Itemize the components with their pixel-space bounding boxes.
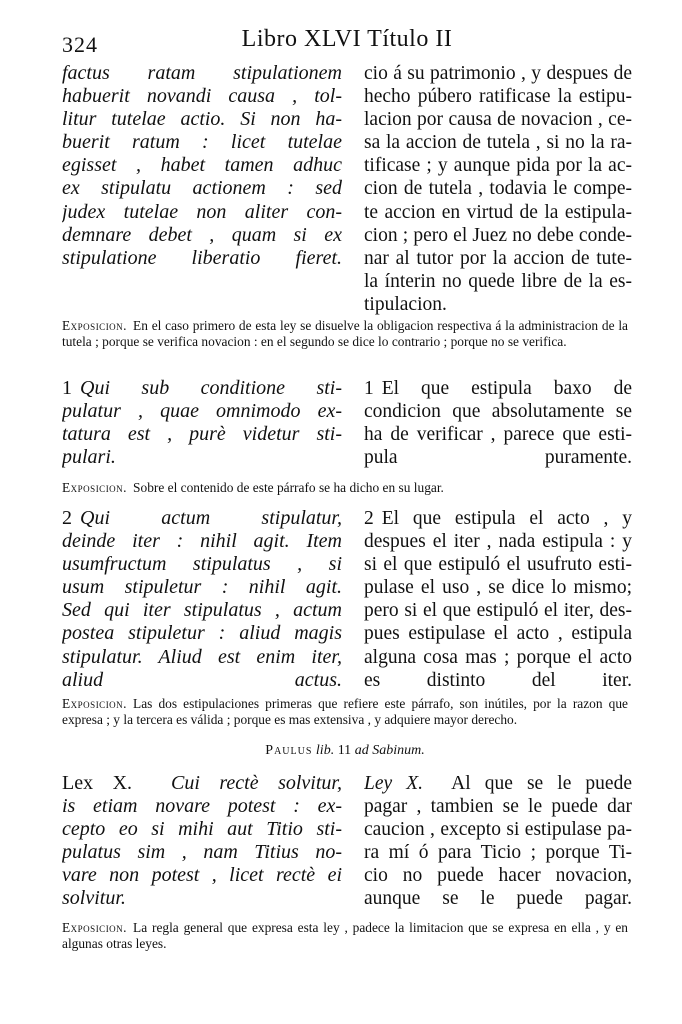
latin-line-text: Qui sub conditione sti- xyxy=(80,377,342,399)
latin-line: pulatus sim , nam Titius no- xyxy=(62,841,342,864)
exposition-label: Exposicion. xyxy=(62,920,128,935)
exposition-4 xyxy=(62,920,628,953)
latin-line: cepto eo si mihi aut Titio sti- xyxy=(62,818,342,841)
spanish-line: si el que estipuló el usufruto esti- xyxy=(364,554,632,576)
exposition-3 xyxy=(62,696,628,729)
latin-line-text: Qui actum stipulatur, xyxy=(80,507,342,529)
spanish-line: tipulacion. xyxy=(364,293,447,315)
latin-line: deinde iter : nihil agit. Item xyxy=(62,530,342,553)
spanish-column xyxy=(364,507,632,692)
exposition-label: Exposicion. xyxy=(62,480,128,495)
spanish-line: sa la accion de tutela , si no la ra- xyxy=(364,132,632,154)
exposition-text: La regla general que expresa esta ley , padece la limitacion que se expresa en ella , y en algunas otras leyes. xyxy=(62,920,628,952)
spanish-line: cion ; pero el Juez no debe conde- xyxy=(364,224,632,246)
spanish-line: te accion en virtud de la estipula- xyxy=(364,201,632,223)
latin-line xyxy=(62,507,342,530)
latin-line: egisset , habet tamen adhuc xyxy=(62,154,342,177)
exposition-2 xyxy=(62,480,628,496)
spanish-line: cio á su patrimonio , y despues de xyxy=(364,63,632,84)
spanish-column xyxy=(364,62,632,316)
latin-line: judex tutelae non aliter con- xyxy=(62,200,342,223)
source-book-number: 11 xyxy=(337,743,352,758)
exposition-text: En el caso primero de esta ley se disuelve la obligacion respectiva á la administracion de la tutela ; porque se verifica novacion : en el segundo se dice lo contrario ; porque no se verifica. xyxy=(62,318,628,350)
exposition-text: Sobre el contenido de este párrafo se ha dicho en su lugar. xyxy=(133,480,444,495)
paragraph-number: 2 xyxy=(62,507,72,529)
spanish-line: pues estipulase el acto , estipula xyxy=(364,623,632,645)
source-lib: lib. xyxy=(315,743,335,758)
spanish-line: alguna cosa mas ; porque el acto xyxy=(364,646,632,668)
exposition-label: Exposicion. xyxy=(62,696,128,711)
latin-column xyxy=(62,62,342,316)
spanish-line xyxy=(364,772,632,795)
section-2-text xyxy=(62,377,632,469)
latin-line: tatura est , purè videtur sti- xyxy=(62,423,342,446)
source-citation xyxy=(62,743,628,759)
spanish-line: la ínterin no quede libre de la es- xyxy=(364,270,632,292)
latin-line-text: Cui rectè solvitur, xyxy=(171,772,342,794)
spanish-line: aunque se le puede pagar. xyxy=(364,888,632,910)
source-work: ad Sabinum. xyxy=(354,743,425,758)
spanish-line: despues el iter , nada estipula : y xyxy=(364,531,632,553)
spanish-line: tificase ; y aunque pida por la ac- xyxy=(364,155,632,177)
paragraph-number: 2 xyxy=(364,508,374,529)
spanish-column xyxy=(364,772,632,911)
latin-line: Sed qui iter stipulatus , actum xyxy=(62,599,342,622)
source-author: Paulus xyxy=(265,743,313,758)
section-4-text xyxy=(62,772,632,911)
latin-line: ex stipulatu actionem : sed xyxy=(62,177,342,200)
latin-line: buerit ratum : licet tutelae xyxy=(62,131,342,154)
page-number: 324 xyxy=(62,32,98,57)
section-1-text xyxy=(62,62,632,316)
ley-label: Ley X. xyxy=(364,773,424,794)
latin-line: is etiam novare potest : ex- xyxy=(62,795,342,818)
spanish-column xyxy=(364,377,632,469)
latin-line: demnare debet , quam si ex xyxy=(62,223,342,246)
spanish-line: cio no puede hacer novacion, xyxy=(364,865,632,887)
spanish-line: nar al tutor por la accion de tute- xyxy=(364,247,632,269)
latin-column xyxy=(62,772,342,911)
spanish-line: hecho púbero ratificase la estipu- xyxy=(364,86,632,108)
latin-line: usumfructum stipulatus , si xyxy=(62,553,342,576)
section-3-text xyxy=(62,507,632,692)
spanish-line: lacion por causa de novacion , ce- xyxy=(364,109,632,131)
latin-column xyxy=(62,507,342,692)
spanish-line-text: Al que se le puede xyxy=(451,773,632,794)
latin-line: postea stipuletur : aliud magis xyxy=(62,622,342,645)
spanish-line-text: El que estipula baxo de xyxy=(381,378,632,399)
latin-line xyxy=(62,377,342,400)
latin-line: litur tutelae actio. Si non ha- xyxy=(62,108,342,131)
latin-line: habuerit novandi causa , tol- xyxy=(62,85,342,108)
spanish-line xyxy=(364,507,632,530)
latin-line: vare non potest , licet rectè ei xyxy=(62,864,342,887)
latin-line: factus ratam stipulationem xyxy=(62,62,342,84)
exposition-label: Exposicion. xyxy=(62,318,128,333)
spanish-line: es distinto del iter. xyxy=(364,669,632,691)
page-header xyxy=(62,26,632,60)
latin-line: pulari. xyxy=(62,446,116,469)
latin-line: pulatur , quae omnimodo ex- xyxy=(62,400,342,423)
spanish-line: pero si el que estipuló el iter, des- xyxy=(364,600,632,622)
spanish-line: pulase el uso , se dice lo mismo; xyxy=(364,577,632,599)
spanish-line xyxy=(364,377,632,400)
latin-line: stipulatione liberatio fieret. xyxy=(62,246,342,269)
spanish-line-text: El que estipula el acto , y xyxy=(381,508,632,529)
exposition-text: Las dos estipulaciones primeras que refiere este párrafo, son inútiles, por la razon que expresa ; y la tercera es válida ; porque es mas extensiva , y adquiere mayor derecho. xyxy=(62,696,628,728)
spanish-line: pula puramente. xyxy=(364,447,632,469)
latin-line: aliud actus. xyxy=(62,668,342,691)
latin-line: solvitur. xyxy=(62,887,126,910)
latin-line xyxy=(62,772,342,795)
spanish-line: ra mí ó para Ticio ; porque Ti- xyxy=(364,842,632,864)
spanish-line: caucion , excepto si estipulase pa- xyxy=(364,819,632,841)
latin-column xyxy=(62,377,342,469)
spanish-line: cion de tutela , todavia le compe- xyxy=(364,178,632,200)
running-head: Libro XLVI Título II xyxy=(241,26,453,52)
lex-label: Lex X. xyxy=(62,772,133,794)
paragraph-number: 1 xyxy=(62,377,72,399)
spanish-line: pagar , tambien se le puede dar xyxy=(364,796,632,818)
latin-line: usum stipuletur : nihil agit. xyxy=(62,576,342,599)
spanish-line: condicion que absolutamente se xyxy=(364,401,632,423)
exposition-1 xyxy=(62,318,628,351)
latin-line: stipulatur. Aliud est enim iter, xyxy=(62,645,342,668)
paragraph-number: 1 xyxy=(364,378,374,399)
spanish-line: ha de verificar , parece que esti- xyxy=(364,424,632,446)
